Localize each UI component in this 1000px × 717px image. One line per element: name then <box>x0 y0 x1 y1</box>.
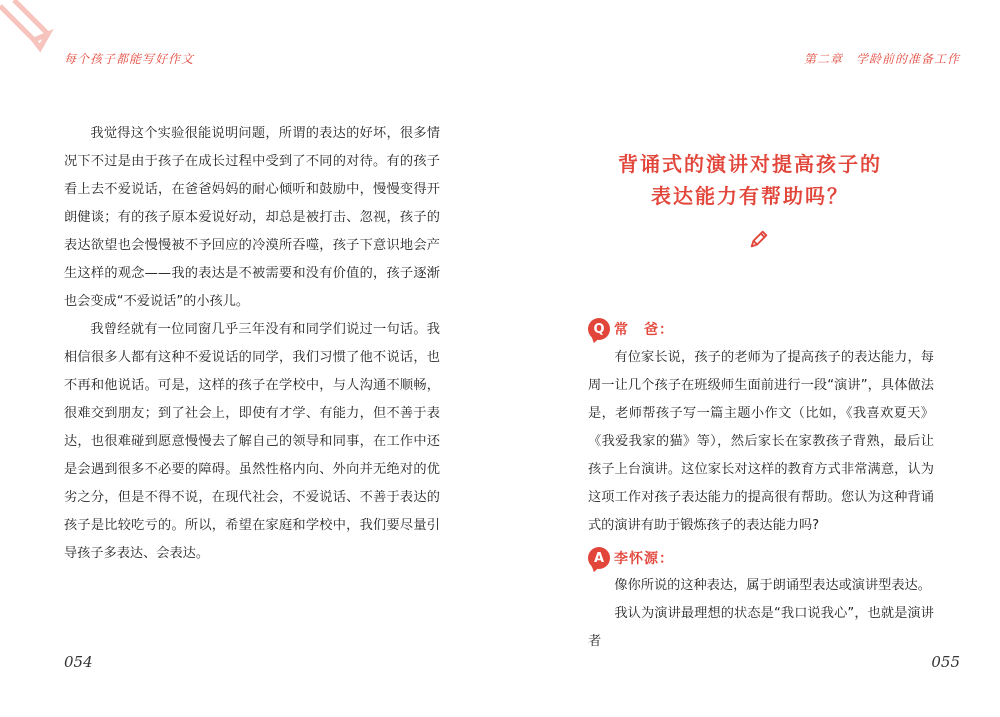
title-line: 表达能力有帮助吗？ <box>651 184 849 208</box>
paragraph: 我觉得这个实验很能说明问题，所谓的表达的好坏，很多情况下不过是由于孩子在成长过程中受到了不同的对待。有的孩子看上去不爱说话，在爸爸妈妈的耐心倾听和鼓励中，慢慢变得开朗健谈；有的孩子原本爱说好动，却总是被打击、忽视，孩子的表达欲望也会慢慢被不予回应的冷漠所吞噬，孩子下意识地会产生这样的观念——我的表达是不被需要和没有价值的，孩子逐渐也会变成“不爱说话”的小孩儿。 <box>64 126 440 309</box>
page-number: 054 <box>64 653 93 671</box>
question-text <box>588 344 934 540</box>
section-title <box>600 148 900 212</box>
answer-badge-icon: A <box>588 547 610 569</box>
pencil-icon <box>748 228 770 250</box>
question-badge-icon: Q <box>588 318 610 340</box>
right-page <box>500 0 1000 717</box>
paragraph: 我曾经就有一位同窗几乎三年没有和同学们说过一句话。我相信很多人都有这种不爱说话的同学，我们习惯了他不说话，也不再和他说话。可是，这样的孩子在学校中，与人沟通不顺畅，很难交到朋友；到了社会上，即使有才学、有能力，但不善于表达，也很难碰到愿意慢慢去了解自己的领导和同事，在工作中还是会遇到很多不必要的障碍。虽然性格内向、外向并无绝对的优劣之分，但是不得不说，在现代社会，不爱说话、不善于表达的孩子是比较吃亏的。所以，希望在家庭和学校中，我们要尽量引导孩子多表达、会表达。 <box>64 322 440 561</box>
paragraph: 有位家长说，孩子的老师为了提高孩子的表达能力，每周一让几个孩子在班级师生面前进行一段“演讲”，具体做法是，老师帮孩子写一篇主题小作文（比如，《我喜欢夏天》《我爱我家的猫》等），然后家长在家教孩子背熟，最后让孩子上台演讲。这位家长对这样的教育方式非常满意，认为这项工作对孩子表达能力的提高很有帮助。您认为这种背诵式的演讲有助于锻炼孩子的表达能力吗? <box>588 350 934 533</box>
answer-speaker <box>588 547 674 569</box>
title-line: 背诵式的演讲对提高孩子的 <box>618 152 882 176</box>
chapter-header: 第二章 学龄前的准备工作 <box>803 52 960 66</box>
paragraph: 像你所说的这种表达，属于朗诵型表达或演讲型表达。 <box>614 578 931 593</box>
answer-text <box>588 572 934 656</box>
page-number: 055 <box>931 653 960 671</box>
book-title-header: 每个孩子都能写好作文 <box>64 52 195 66</box>
speaker-name: 常 爸： <box>614 322 674 338</box>
speaker-name: 李怀源： <box>614 551 674 567</box>
question-speaker <box>588 318 674 340</box>
paragraph: 我认为演讲最理想的状态是“我口说我心”，也就是演讲者 <box>588 606 934 649</box>
left-body-text <box>64 120 440 568</box>
